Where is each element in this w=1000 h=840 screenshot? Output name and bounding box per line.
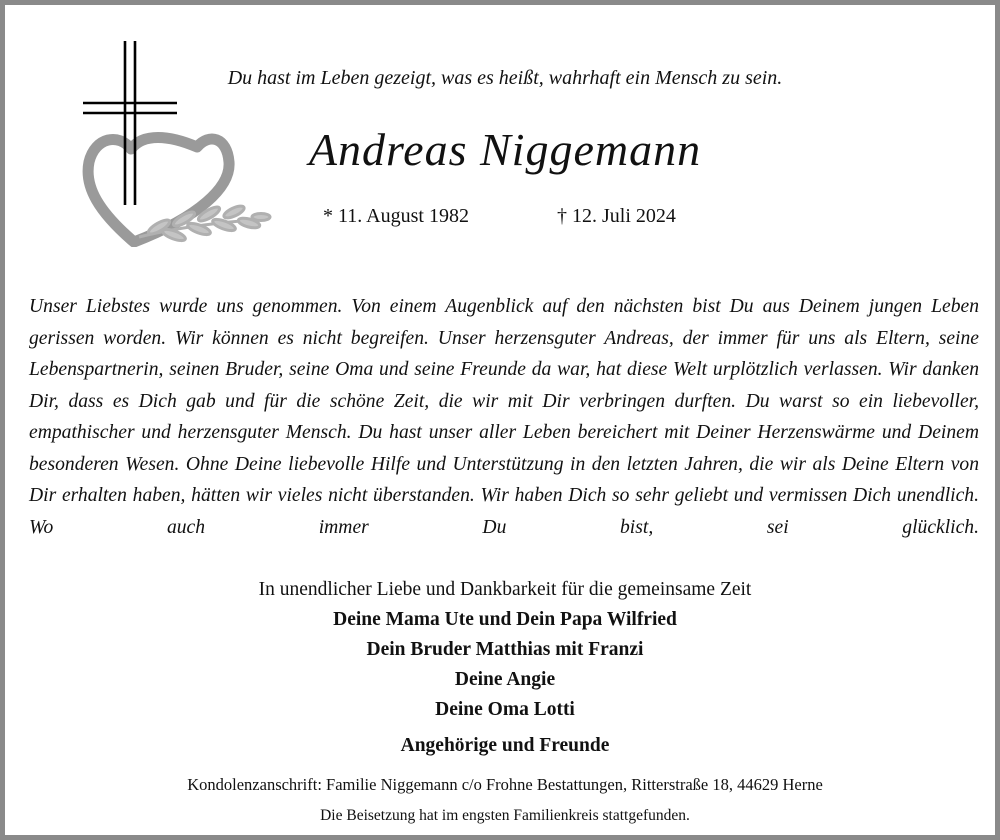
deceased-name: Andreas Niggemann [308, 124, 702, 175]
motto: Du hast im Leben gezeigt, was es heißt, wahrhaft ein Mensch zu sein. [227, 67, 783, 89]
obituary-text: Unser Liebstes wurde uns genommen. Von einem Augenblick auf den nächsten bist Du aus Deinem jungen Leben gerissen worden. Wir können es nicht begreifen. Unser herzensguter Andreas, der immer für uns als Eltern, seine Lebenspartnerin, seinen Bruder, seine Oma und seine Freunde da war, hat diese Welt urplötzlich verlassen. Wir danken Dir, dass es Dich gab und für die schöne Zeit, die wir mit Dir verbringen durften. Du warst so ein liebevoller, empathischer und herzensguter Mensch. Du hast unser aller Leben bereichert mit Deiner Herzenswärme und Deinem besonderen Wesen. Ohne Deine liebevolle Hilfe und Unterstützung in den letzten Jahren, die wir als Deine Eltern von Dir erhalten haben, hätten wir vieles nicht überstanden. Wir haben Dich so sehr geliebt und vermissen Dich unendlich. Wo auch immer Du bist, sei glücklich. [29, 296, 979, 538]
signature-parents: Deine Mama Ute und Dein Papa Wilfried [333, 609, 677, 630]
closing-block [5, 575, 1000, 761]
signature-grandmother: Deine Oma Lotti [435, 699, 575, 720]
death-date: † 12. Juli 2024 [557, 205, 676, 227]
signature-brother: Dein Bruder Matthias mit Franzi [366, 639, 644, 660]
signature-relatives: Angehörige und Freunde [400, 735, 610, 756]
burial-note: Die Beisetzung hat im engsten Familienkreis stattgefunden. [320, 807, 690, 824]
closing-intro: In unendlicher Liebe und Dankbarkeit für die gemeinsame Zeit [258, 579, 752, 600]
birth-date: * 11. August 1982 [323, 205, 469, 227]
condolence-address: Kondolenzanschrift: Familie Niggemann c/o Frohne Bestattungen, Ritterstraße 18, 44629 Herne [187, 775, 823, 794]
signature-partner: Deine Angie [454, 669, 556, 690]
